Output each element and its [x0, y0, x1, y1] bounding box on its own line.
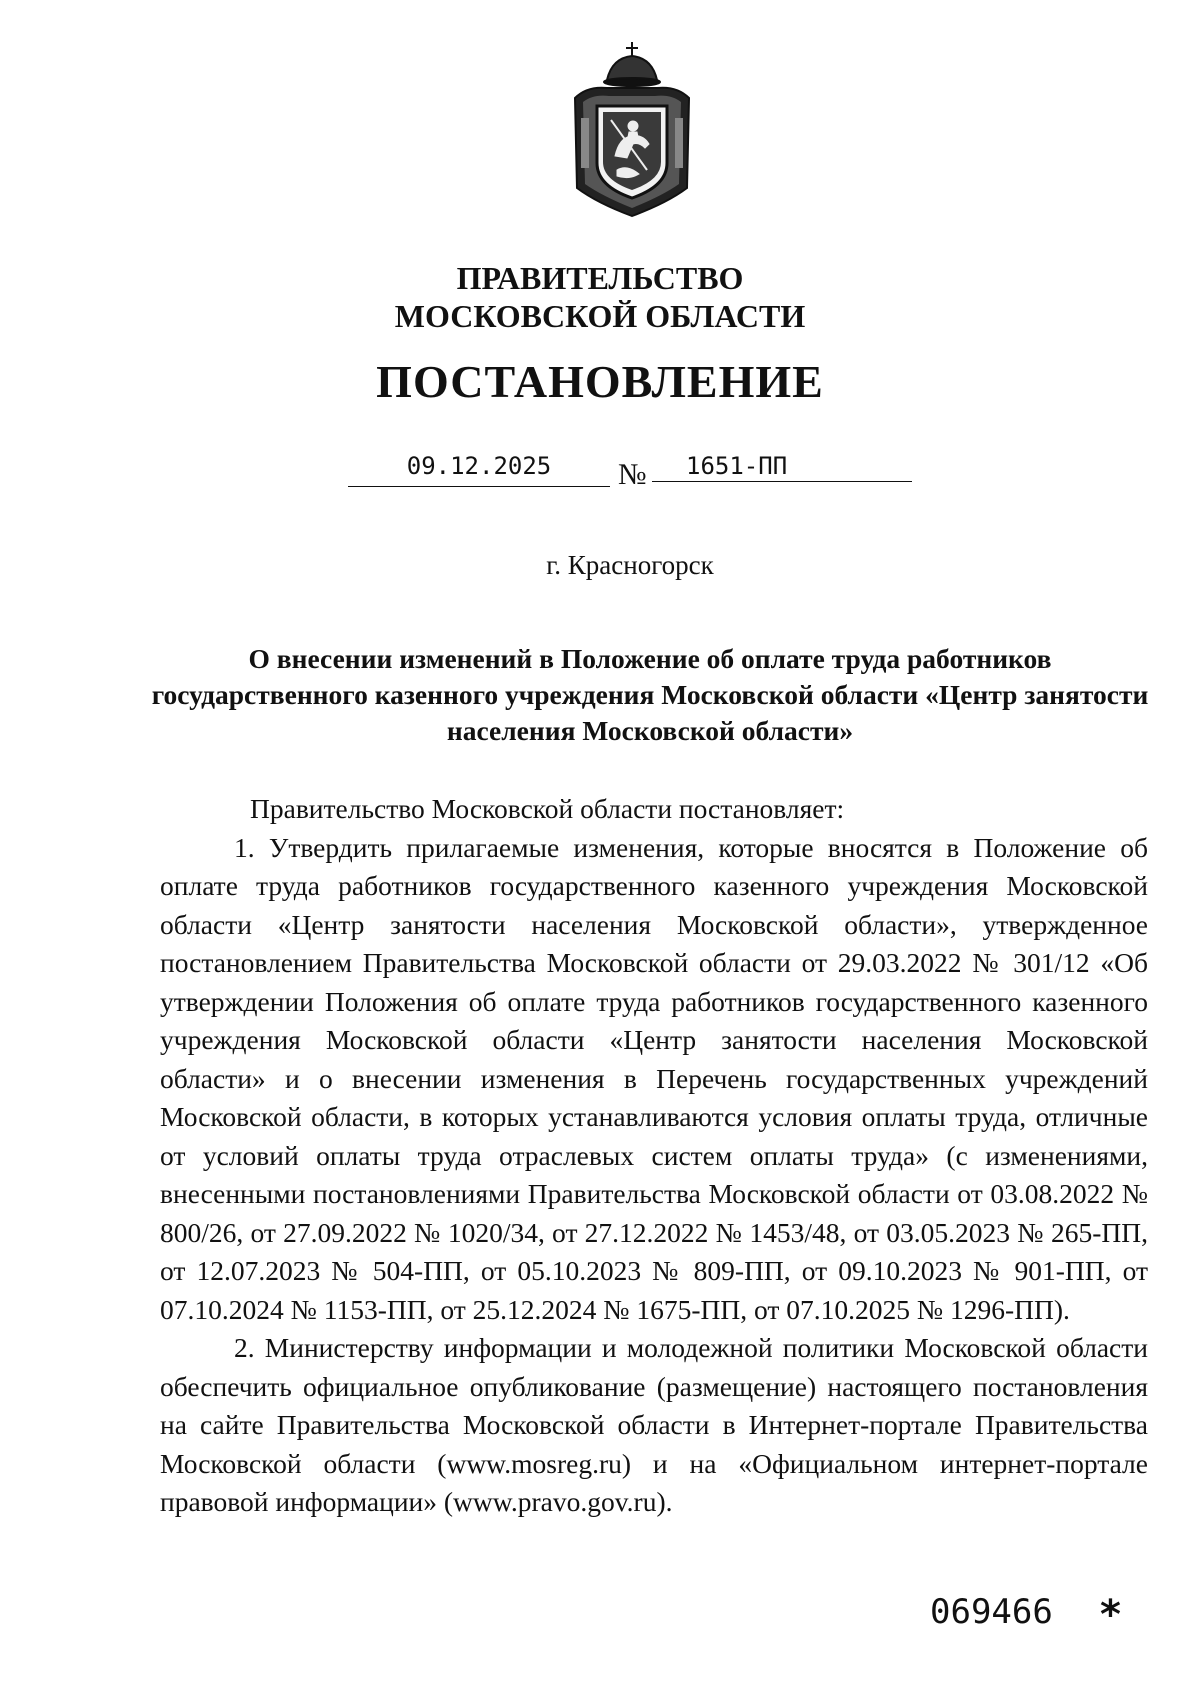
coat-of-arms-icon — [567, 38, 697, 223]
document-body — [160, 790, 1148, 1522]
org-name-line2: МОСКОВСКОЙ ОБЛАСТИ — [394, 298, 806, 334]
body-item-1: 1. Утвердить прилагаемые изменения, которые вносятся в Положение об оплате труда работников государственного казенного учреждения Московской области «Центр занятости населения Московской области», утвержденное постановлением Правительства Московской области от 29.03.2022 № 301/12 «Об утверждении Положения об оплате труда работников государственного казенного учреждения Московской области «Центр занятости населения Московской области» и о внесении изменения в Перечень государственных учреждений Московской области, в которых устанавливаются условия оплаты труда, отличные от условий оплаты труда отраслевых систем оплаты труда» (с изменениями, внесенными постановлениями Правительства Московской области от 03.08.2022 № 800/26, от 27.09.2022 № 1020/34, от 27.12.2022 № 1453/48, от 03.05.2023 № 265-ПП, от 12.07.2023 № 504-ПП, от 05.10.2023 № 809-ПП, от 09.10.2023 № 901-ПП, от 07.10.2024 № 1153-ПП, от 25.12.2024 № 1675-ПП, от 07.10.2025 № 1296-ПП). — [160, 831, 1148, 1325]
document-date: 09.12.2025 — [348, 452, 610, 487]
body-intro: Правительство Московской области постановляет: — [250, 793, 845, 824]
asterisk-mark-icon: * — [1100, 1592, 1121, 1638]
document-type: ПОСТАНОВЛЕНИЕ — [376, 356, 824, 407]
city: г. Красногорск — [546, 550, 714, 580]
document-number: 1651-ПП — [652, 452, 912, 482]
number-sign: № — [618, 458, 647, 491]
org-name-line1: ПРАВИТЕЛЬСТВО — [456, 260, 744, 296]
body-item-2: 2. Министерству информации и молодежной политики Московской области обеспечить официальное опубликование (размещение) настоящего постановления на сайте Правительства Московской области в Интернет-портале Правительства Московской области (www.mosreg.ru) и на «Официальном интернет-портале правовой информации» (www.pravo.gov.ru). — [160, 1332, 1148, 1517]
serial-number: 069466 — [930, 1592, 1053, 1632]
document-title: О внесении изменений в Положение об оплате труда работников государственного казенного учреждения Московской области «Центр занятости населения Московской области» — [151, 643, 1149, 746]
